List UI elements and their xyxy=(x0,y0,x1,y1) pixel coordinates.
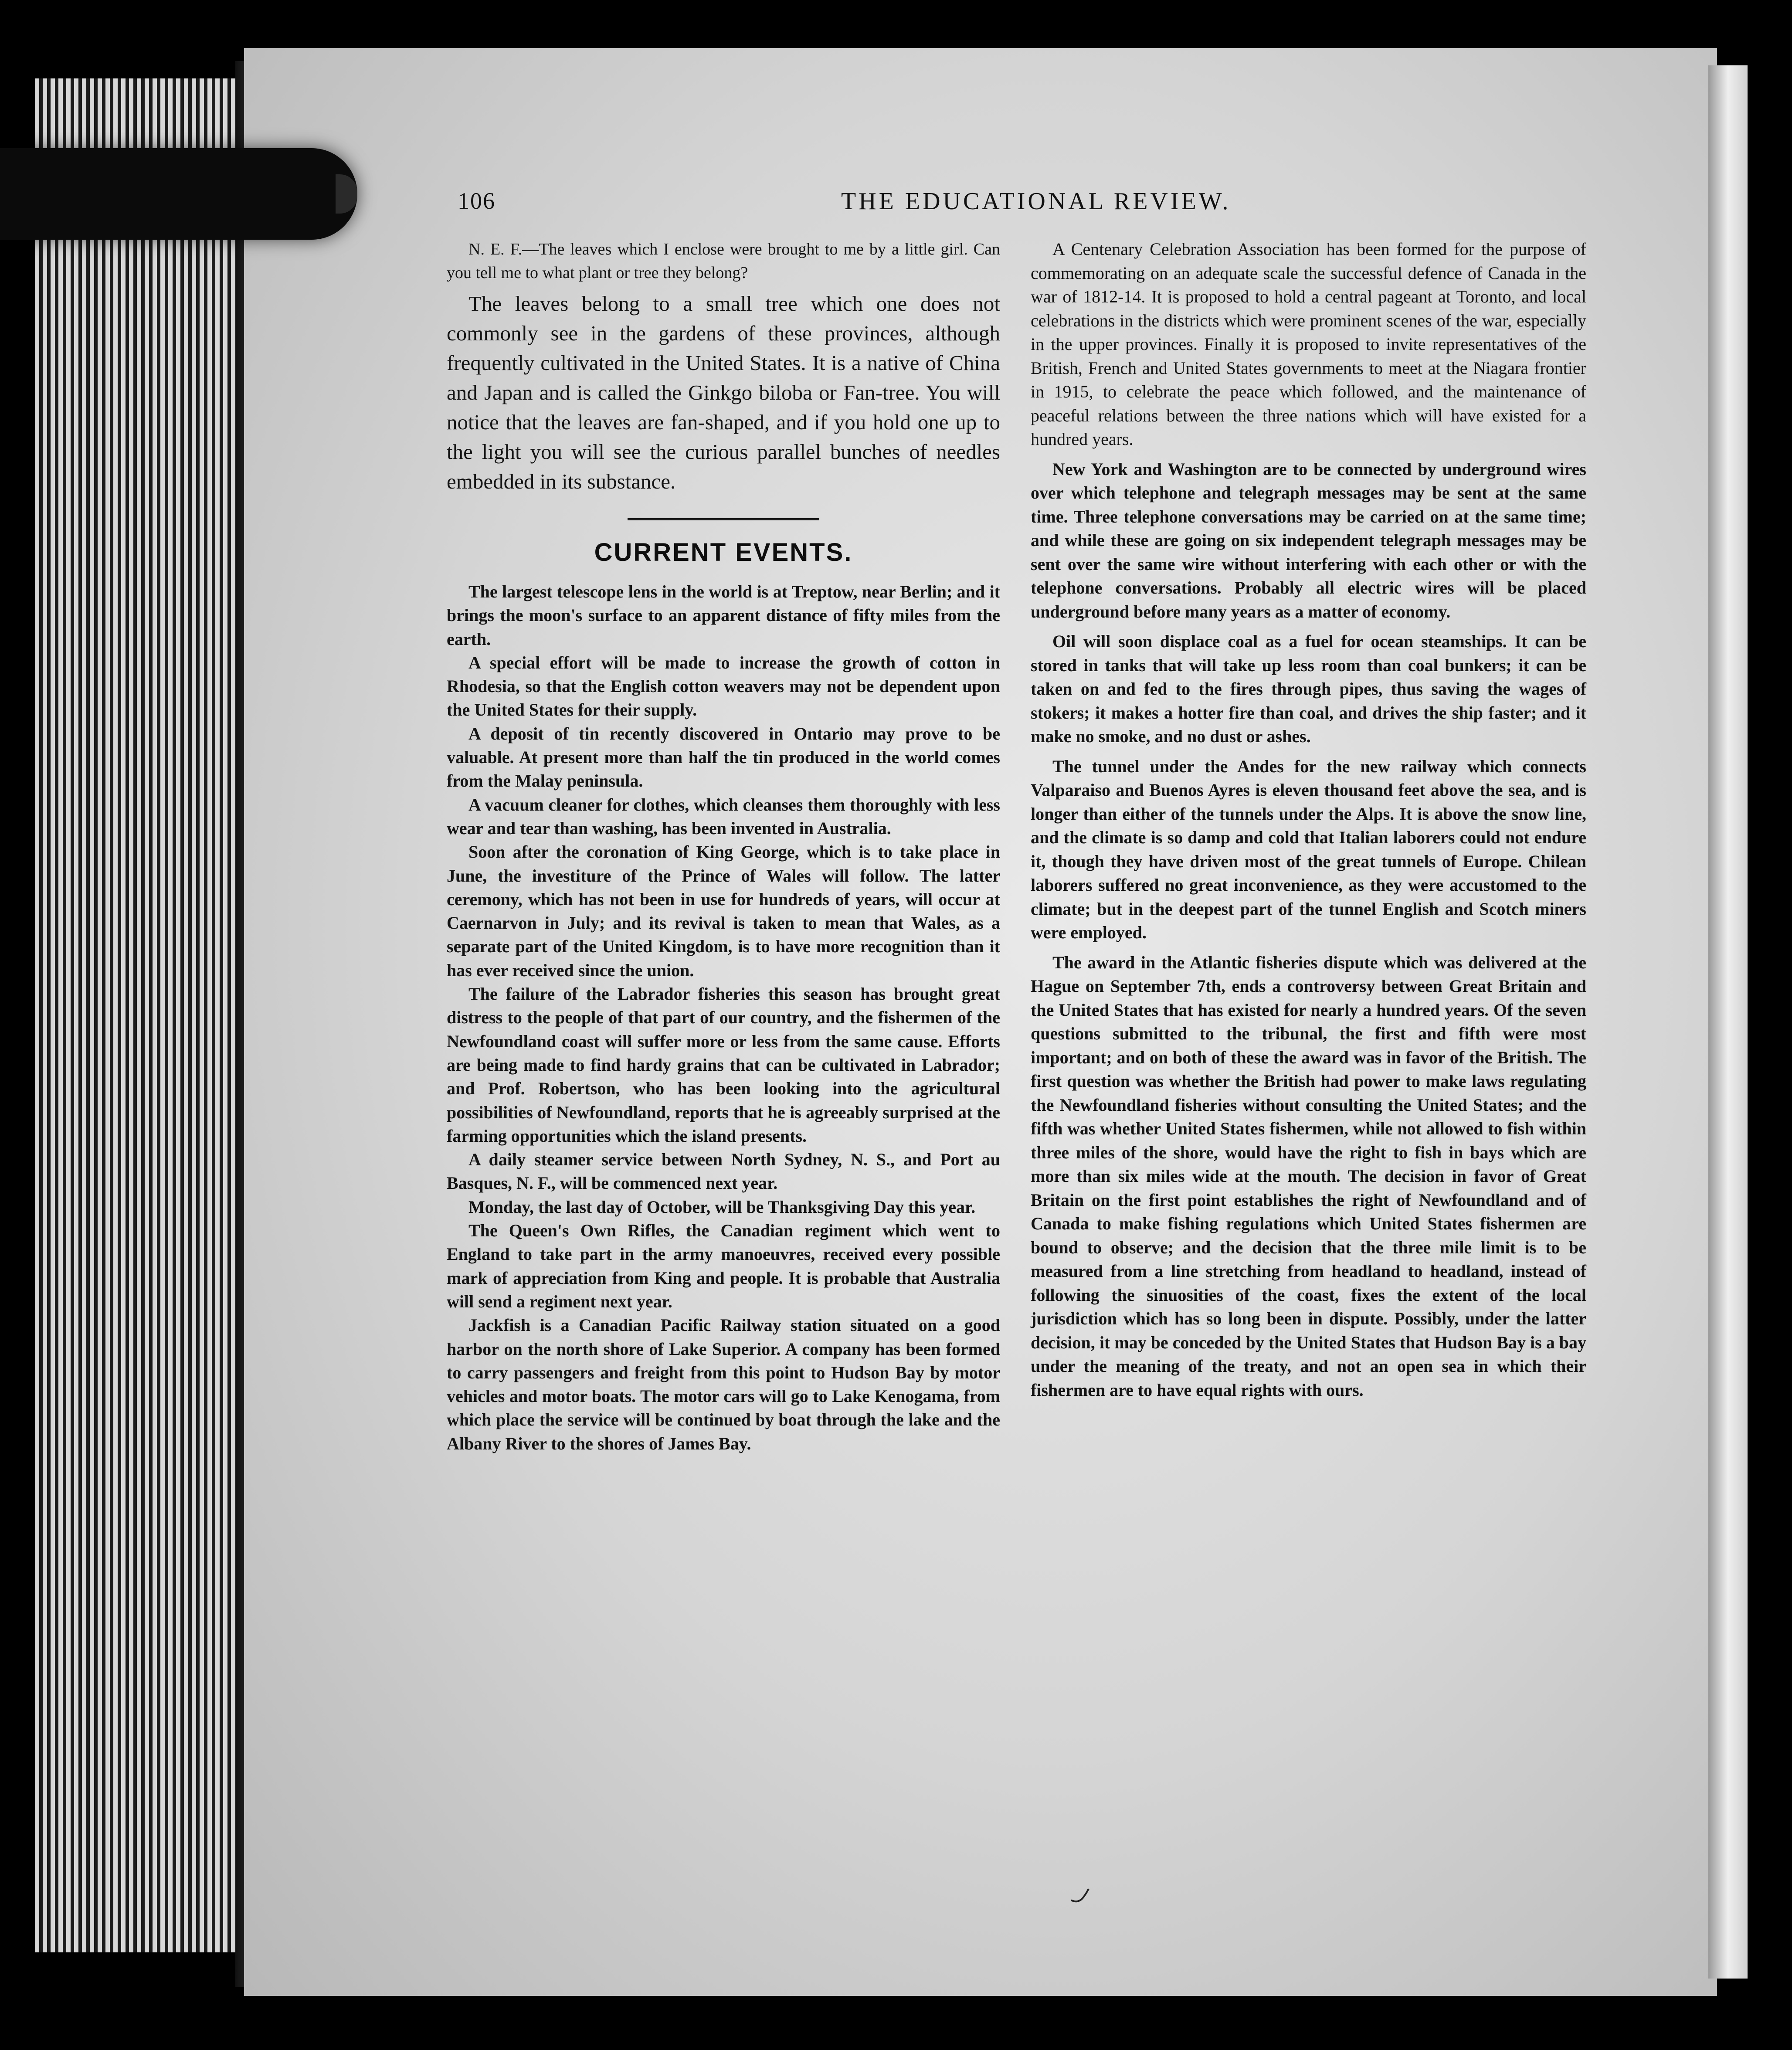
news-item: The Queen's Own Rifles, the Canadian regiment which went to England to take part in the army manoeuvres, received every possible mark of appreciation from King and people. It is probable that Australia will send a regiment next year. xyxy=(447,1221,1000,1311)
reader-query: N. E. F.—The leaves which I enclose were brought to me by a little girl. Can you tell me to what plant or tree they belong? xyxy=(447,240,1000,282)
page-number: 106 xyxy=(458,188,496,214)
news-item: A vacuum cleaner for clothes, which cleanses them thoroughly with less wear and tear than washing, has been invented in Australia. xyxy=(447,794,1000,838)
news-item: Soon after the coronation of King George, which is to take place in June, the investiture of the Prince of Wales will follow. The latter ceremony, which has not been in use for hundreds of years, will occur at Caernarvon in July; and its revival is taken to mean that Wales, as a separate part of the United Kingdom, is to have more recognition than it has ever received since the union. xyxy=(447,842,1000,980)
page-header xyxy=(458,187,1591,222)
section-divider xyxy=(628,518,819,520)
news-item: A daily steamer service between North Sydney, N. S., and Port au Basques, N. F., will be commenced next year. xyxy=(447,1150,1000,1193)
news-item: The award in the Atlantic fisheries dispute which was delivered at the Hague on September 7th, ends a controversy between Great Britain and the United States that has existed for nearly a hundred years. Of the seven questions submitted to the tribunal, the first and fifth were most important; and on both of these the award was in favor of the British. The first question was whether the British had power to make laws regulating the Newfoundland fisheries without consulting the United States; and the fifth was whether United States fishermen, while not allowed to fish within three miles of the shore, would have the right to fish in bays which are more than six miles wide at the mouth. The decision in favor of Great Britain on the first point establishes the right of Newfoundland and of Canada to make fishing regulations which United States fishermen are bound to observe; and the decision that the three mile limit is to be measured from a line stretching from headland to headland, instead of following the sinuosities of the coast, fixes the extent of the local jurisdiction which has so long been in dispute. Possibly, under the latter decision, it may be conceded by the United States that Hudson Bay is a bay under the meaning of the treaty, and not an open sea in which their fishermen are to have equal rights with ours. xyxy=(1031,952,1586,1400)
news-item: Oil will soon displace coal as a fuel for ocean steamships. It can be stored in tanks that will take up less room than coal bunkers; it can be taken on and fed to the fires through pipes, thus saving the wages of stokers; it makes a hotter fire than coal, and drives the ship faster; and it make no smoke, and no dust or ashes. xyxy=(1031,631,1586,746)
news-item: The largest telescope lens in the world is at Treptow, near Berlin; and it brings the moon's surface to an apparent distance of fifty miles from the earth. xyxy=(447,582,1000,649)
book-page-edges xyxy=(35,78,261,1952)
news-item: A deposit of tin recently discovered in Ontario may prove to be valuable. At present more than half the tin produced in the world comes from the Malay peninsula. xyxy=(447,723,1000,791)
left-column xyxy=(447,238,1000,1456)
right-column xyxy=(1031,238,1586,1408)
editor-answer: The leaves belong to a small tree which one does not commonly see in the gardens of these provinces, although frequently cultivated in the United States. It is a native of China and Japan and is called the Ginkgo biloba or Fan-tree. You will notice that the leaves are fan-shaped, and if you hold one up to the light you will see the curious parallel bunches of needles embedded in its substance. xyxy=(447,292,1000,493)
news-item: Jackfish is a Canadian Pacific Railway station situated on a good harbor on the north shore of Lake Superior. A company has been formed to carry passengers and freight from this point to Hudson Bay by motor vehicles and motor boats. The motor cars will go to Lake Kenogama, from which place the service will be continued by boat through the lake and the Albany River to the shores of James Bay. xyxy=(447,1315,1000,1453)
section-heading: CURRENT EVENTS. xyxy=(594,538,853,567)
running-title: THE EDUCATIONAL REVIEW. xyxy=(841,188,1231,215)
news-item: New York and Washington are to be connected by underground wires over which telephone and telegraph messages may be sent at the same time. Three telephone conversations may be carried on at the same time; and while these are going on six independent telegraph messages may be sent over the same wire without interfering with each other or with the telephone conversations. Probably all electric wires will be placed underground before many years as a matter of economy. xyxy=(1031,459,1586,621)
news-item: The tunnel under the Andes for the new railway which connects Valparaiso and Buenos Ayres is eleven thousand feet above the sea, and is longer than either of the tunnels under the Alps. It is above the snow line, and the climate is so damp and cold that Italian laborers could not endure it, though they have driven most of the great tunnels of Europe. Chilean laborers suffered no great inconvenience, as they were accustomed to the climate; but in the deepest part of the tunnel English and Scotch miners were employed. xyxy=(1031,756,1586,942)
binder-clip xyxy=(0,148,357,240)
news-item: A special effort will be made to increase the growth of cotton in Rhodesia, so that the English cotton weavers may not be dependent upon the United States for their supply. xyxy=(447,652,1000,720)
news-item: Monday, the last day of October, will be Thanksgiving Day this year. xyxy=(468,1197,976,1217)
facing-page-edge xyxy=(1708,65,1748,1979)
pencil-mark-icon xyxy=(1068,1887,1094,1904)
news-item: A Centenary Celebration Association has been formed for the purpose of commemorating on an adequate scale the successful defence of Canada in the war of 1812-14. It is proposed to hold a central pageant at Toronto, and local celebrations in the districts which were prominent scenes of the war, especially in the upper provinces. Finally it is proposed to invite representatives of the British, French and United States governments to meet at the Niagara frontier in 1915, to celebrate the peace which followed, and the maintenance of peaceful relations between the three nations which will have existed for a hundred years. xyxy=(1031,239,1586,449)
news-item: The failure of the Labrador fisheries this season has brought great distress to the people of that part of our country, and the fishermen of the Newfoundland coast will suffer more or less from the same cause. Efforts are being made to find hardy grains that can be cultivated in Labrador; and Prof. Robertson, who has been looking into the agricultural possibilities of Newfoundland, reports that he is agreeably surprised at the farming opportunities which the island presents. xyxy=(447,984,1000,1146)
